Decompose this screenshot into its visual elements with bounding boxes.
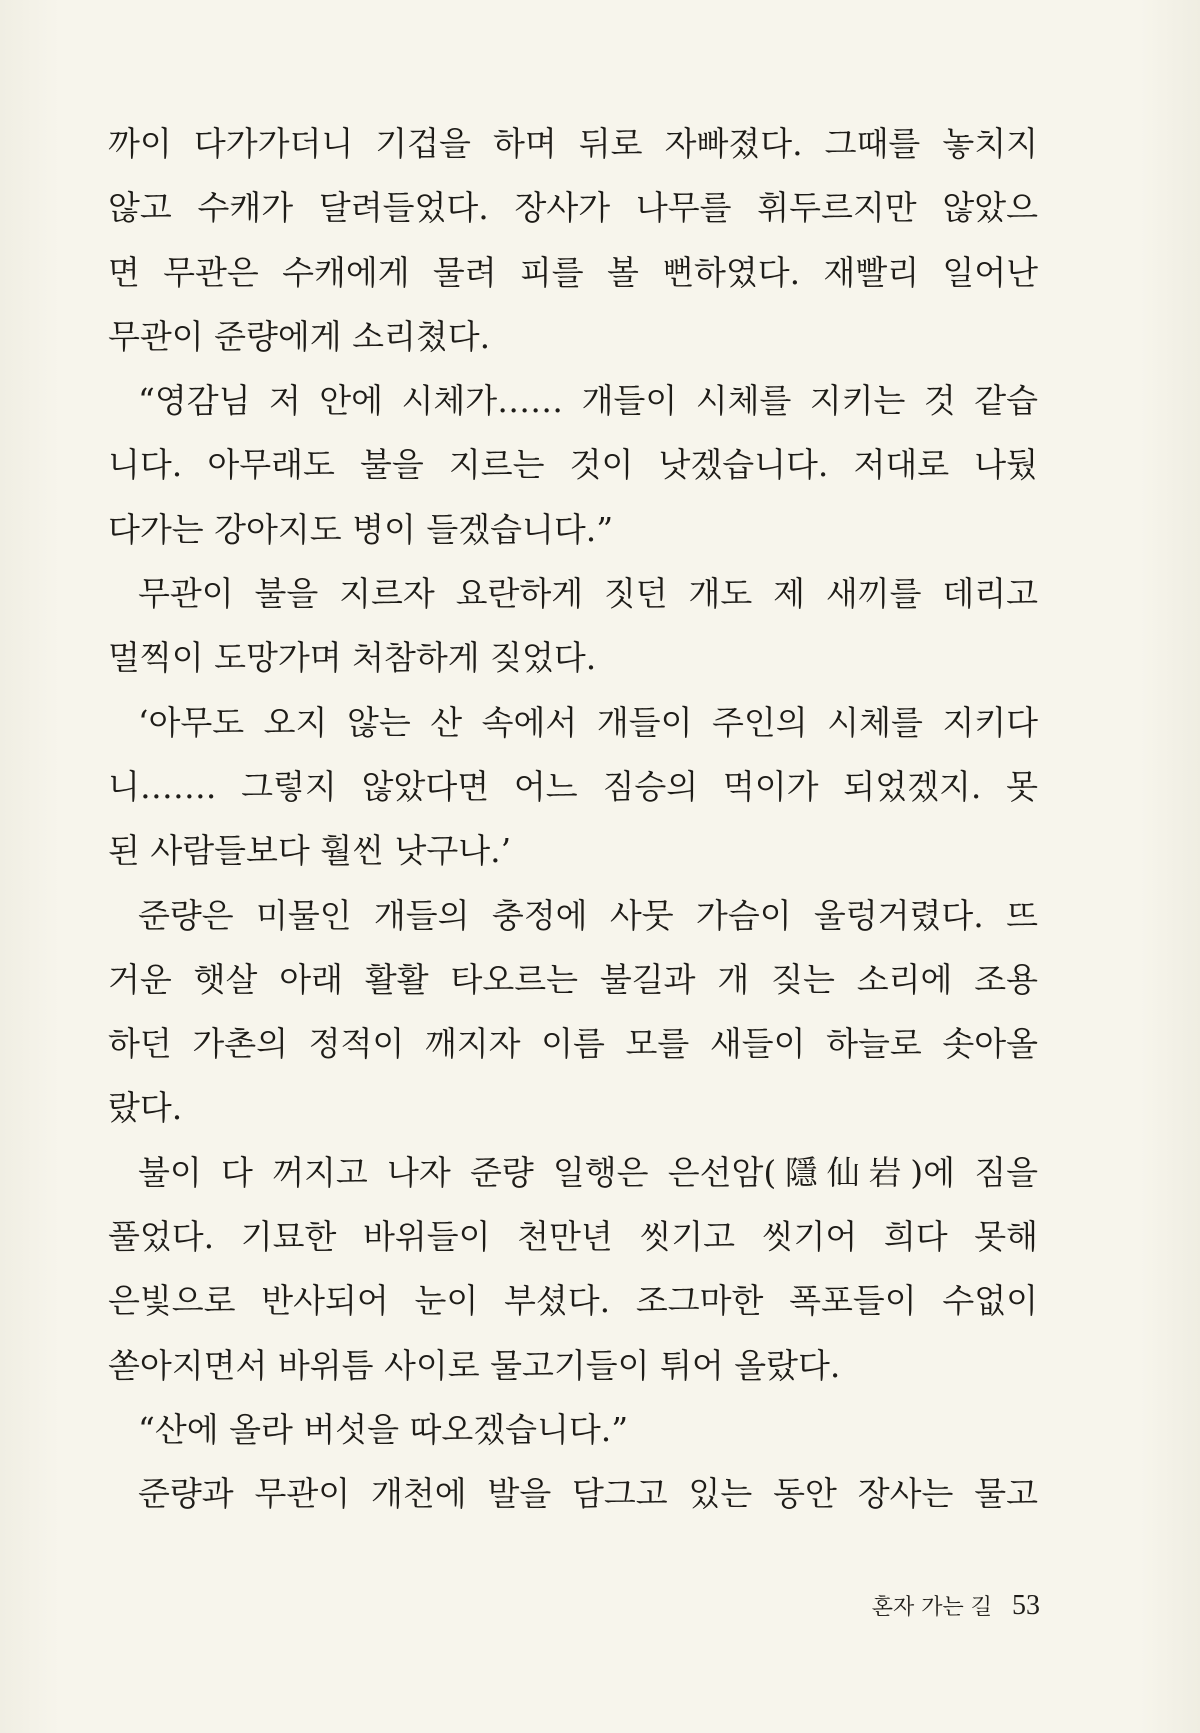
text-line: 다가는 강아지도 병이 들겠습니다.” bbox=[108, 509, 614, 549]
text-line: 않고 수캐가 달려들었다. 장사가 나무를 휘두르지만 않았으 bbox=[108, 188, 1038, 228]
text-line: 준량과 무관이 개천에 발을 담그고 있는 동안 장사는 물고 bbox=[138, 1474, 1038, 1514]
text-line: 무관이 불을 지르자 요란하게 짓던 개도 제 새끼를 데리고 bbox=[138, 574, 1038, 614]
running-title: 혼자 가는 길 bbox=[871, 1595, 993, 1620]
body-text bbox=[108, 112, 1038, 1527]
text-line: 까이 다가가더니 기겁을 하며 뒤로 자빠졌다. 그때를 놓치지 bbox=[108, 124, 1038, 163]
page-number: 53 bbox=[1012, 1590, 1040, 1621]
text-line: 니……. 그렇지 않았다면 어느 짐승의 먹이가 되었겠지. 못 bbox=[108, 766, 1038, 806]
text-line: 하던 가촌의 정적이 깨지자 이름 모를 새들이 하늘로 솟아올 bbox=[108, 1024, 1038, 1064]
text-line: 불이 다 꺼지고 나자 준량 일행은 은선암(隱仙岩)에 짐을 bbox=[138, 1152, 1038, 1192]
text-line: 면 무관은 수캐에게 물려 피를 볼 뻔하였다. 재빨리 일어난 bbox=[108, 252, 1038, 292]
text-line: 준량은 미물인 개들의 충정에 사뭇 가슴이 울렁거렸다. 뜨 bbox=[138, 895, 1038, 935]
text-line: 은빛으로 반사되어 눈이 부셨다. 조그마한 폭포들이 수없이 bbox=[108, 1281, 1038, 1321]
text-line: 쏟아지면서 바위틈 사이로 물고기들이 튀어 올랐다. bbox=[108, 1345, 841, 1385]
text-line: 랐다. bbox=[108, 1088, 183, 1128]
text-line: 무관이 준량에게 소리쳤다. bbox=[108, 316, 491, 356]
text-line: 된 사람들보다 훨씬 낫구나.’ bbox=[108, 831, 512, 871]
text-line: 풀었다. 기묘한 바위들이 천만년 씻기고 씻기어 희다 못해 bbox=[108, 1217, 1038, 1257]
text-line: “영감님 저 안에 시체가…… 개들이 시체를 지키는 것 같습 bbox=[138, 381, 1038, 421]
text-line: “산에 올라 버섯을 따오겠습니다.” bbox=[138, 1409, 629, 1449]
text-line: 멀찍이 도망가며 처참하게 짖었다. bbox=[108, 638, 597, 678]
text-line: 니다. 아무래도 불을 지르는 것이 낫겠습니다. 저대로 나뒀 bbox=[108, 445, 1038, 485]
text-line: ‘아무도 오지 않는 산 속에서 개들이 주인의 시체를 지키다 bbox=[138, 702, 1038, 742]
text-line: 거운 햇살 아래 활활 타오르는 불길과 개 짖는 소리에 조용 bbox=[108, 959, 1038, 999]
page-footer bbox=[872, 1590, 1040, 1622]
